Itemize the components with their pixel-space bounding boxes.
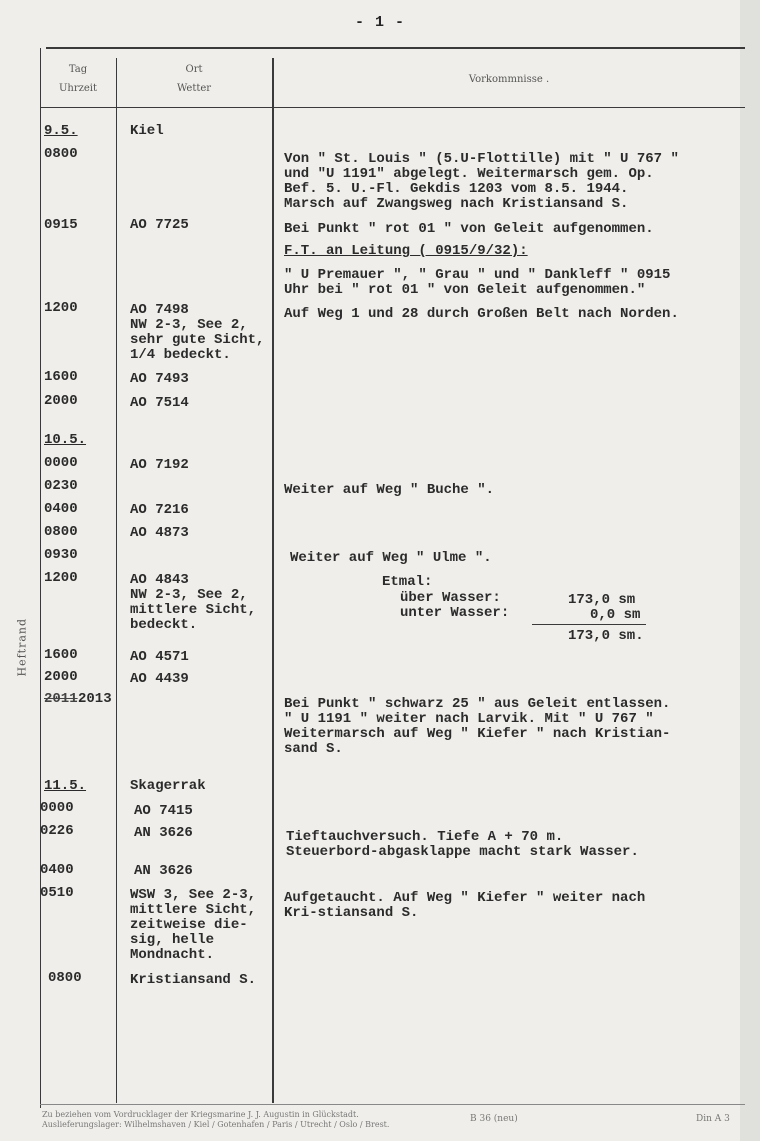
place-1200-b: AO 4843 NW 2-3, See 2, mittlere Sicht, bedeckt. <box>130 572 257 633</box>
place-2000-a: AO 7514 <box>130 395 189 411</box>
time-1200-b: 1200 <box>44 570 78 586</box>
page-number: - 1 - <box>354 14 405 31</box>
time-0800-b: 0800 <box>44 524 78 540</box>
top-rule <box>46 47 745 49</box>
place-0226: AN 3626 <box>134 825 193 841</box>
header-wetter: Wetter <box>176 83 212 94</box>
time-0800-c: 0800 <box>48 970 82 986</box>
time-0230: 0230 <box>44 478 78 494</box>
footer-paper-size: Din A 3 <box>696 1114 730 1124</box>
time-2013: 2013 <box>78 691 112 707</box>
time-2011-struck: 2011 <box>44 691 78 707</box>
event-0930: Weiter auf Weg " Ulme ". <box>290 550 492 566</box>
date-9-5: 9.5. <box>44 123 78 139</box>
etmal-label: Etmal: <box>382 574 433 590</box>
time-0400-a: 0400 <box>44 501 78 517</box>
time-0510: 0510 <box>40 885 74 901</box>
place-1600-a: AO 7493 <box>130 371 189 387</box>
event-1200-a: Auf Weg 1 und 28 durch Großen Belt nach Norden. <box>284 306 679 322</box>
footer-printer-note: Zu beziehen vom Vordrucklager der Kriegsmarine J. J. Augustin in Glückstadt. Auslieferungslager: Wilhelmshaven / Kiel / Gotenhafen / Paris / Utrecht / Oslo / Brest. <box>42 1110 390 1129</box>
date-10-5: 10.5. <box>44 432 87 448</box>
page-edge-shadow <box>740 0 760 1141</box>
left-border <box>40 48 41 1108</box>
place-0400-b: AN 3626 <box>134 863 193 879</box>
header-uhrzeit: Uhrzeit <box>58 83 98 94</box>
time-0400-b: 0400 <box>40 862 74 878</box>
time-2000-a: 2000 <box>44 393 78 409</box>
place-2000-b: AO 4439 <box>130 671 189 687</box>
time-0000-a: 0000 <box>44 455 78 471</box>
column-divider-1 <box>116 58 117 1103</box>
header-rule <box>40 107 745 108</box>
header-events: Vorkommnisse . <box>468 74 550 85</box>
place-kiel: Kiel <box>130 123 164 139</box>
time-0800: 0800 <box>44 146 78 162</box>
footer-form-number: B 36 (neu) <box>470 1114 518 1124</box>
event-0230: Weiter auf Weg " Buche ". <box>284 482 495 498</box>
time-1600-a: 1600 <box>44 369 78 385</box>
event-0800: Von " St. Louis " (5.U-Flottille) mit " U 767 " und "U 1191" abgelegt. Weitermarsch gem. Op. Bef. 5. U.-Fl. Gekdis 1203 vom 8.5. 1944. Marsch auf Zwangsweg nach Kristiansand S. <box>284 151 679 212</box>
etmal-sum-rule <box>532 624 646 625</box>
etmal-under-value: 0,0 sm <box>590 607 641 623</box>
place-0400-a: AO 7216 <box>130 502 189 518</box>
side-label: Heftrand <box>15 617 29 677</box>
etmal-under-label: unter Wasser: <box>400 605 510 621</box>
time-2000-b: 2000 <box>44 669 78 685</box>
radio-message-body: " U Premauer ", " Grau " und " Dankleff " 0915 Uhr bei " rot 01 " von Geleit aufgenommen." <box>284 267 671 298</box>
place-0915: AO 7725 <box>130 217 189 233</box>
time-0226: 0226 <box>40 823 74 839</box>
place-skagerrak: Skagerrak <box>130 778 206 794</box>
date-11-5: 11.5. <box>44 778 87 794</box>
place-0800-b: AO 4873 <box>130 525 189 541</box>
column-divider-2 <box>272 58 274 1103</box>
etmal-over-value: 173,0 sm <box>568 592 636 608</box>
etmal-over-label: über Wasser: <box>400 590 501 606</box>
time-0915: 0915 <box>44 217 78 233</box>
bottom-rule <box>40 1104 745 1105</box>
event-0226: Tieftauchversuch. Tiefe A + 70 m. Steuerbord-abgasklappe macht stark Wasser. <box>286 829 639 860</box>
time-1200-a: 1200 <box>44 300 78 316</box>
event-2013: Bei Punkt " schwarz 25 " aus Geleit entlassen. " U 1191 " weiter nach Larvik. Mit " U 767 " Weitermarsch auf Weg " Kiefer " nach Kristian- sand S. <box>284 696 671 757</box>
place-1600-b: AO 4571 <box>130 649 189 665</box>
place-0510: WSW 3, See 2-3, mittlere Sicht, zeitweise die- sig, helle Mondnacht. <box>130 887 257 963</box>
time-0930: 0930 <box>44 547 78 563</box>
header-date-time <box>42 60 114 98</box>
time-0000-b: 0000 <box>40 800 74 816</box>
header-ort: Ort <box>185 64 203 75</box>
place-0800-c: Kristiansand S. <box>130 972 257 988</box>
place-0000-a: AO 7192 <box>130 457 189 473</box>
header-tag: Tag <box>68 64 88 75</box>
event-0915: Bei Punkt " rot 01 " von Geleit aufgenommen. <box>284 221 654 237</box>
radio-message-heading: F.T. an Leitung ( 0915/9/32): <box>284 243 528 259</box>
place-0000-b: AO 7415 <box>134 803 193 819</box>
place-1200-a: AO 7498 NW 2-3, See 2, sehr gute Sicht, 1/4 bedeckt. <box>130 302 265 363</box>
event-0510: Aufgetaucht. Auf Weg " Kiefer " weiter nach Kri-stiansand S. <box>284 890 646 921</box>
time-1600-b: 1600 <box>44 647 78 663</box>
etmal-total: 173,0 sm. <box>568 628 644 644</box>
header-place-weather <box>118 60 270 98</box>
